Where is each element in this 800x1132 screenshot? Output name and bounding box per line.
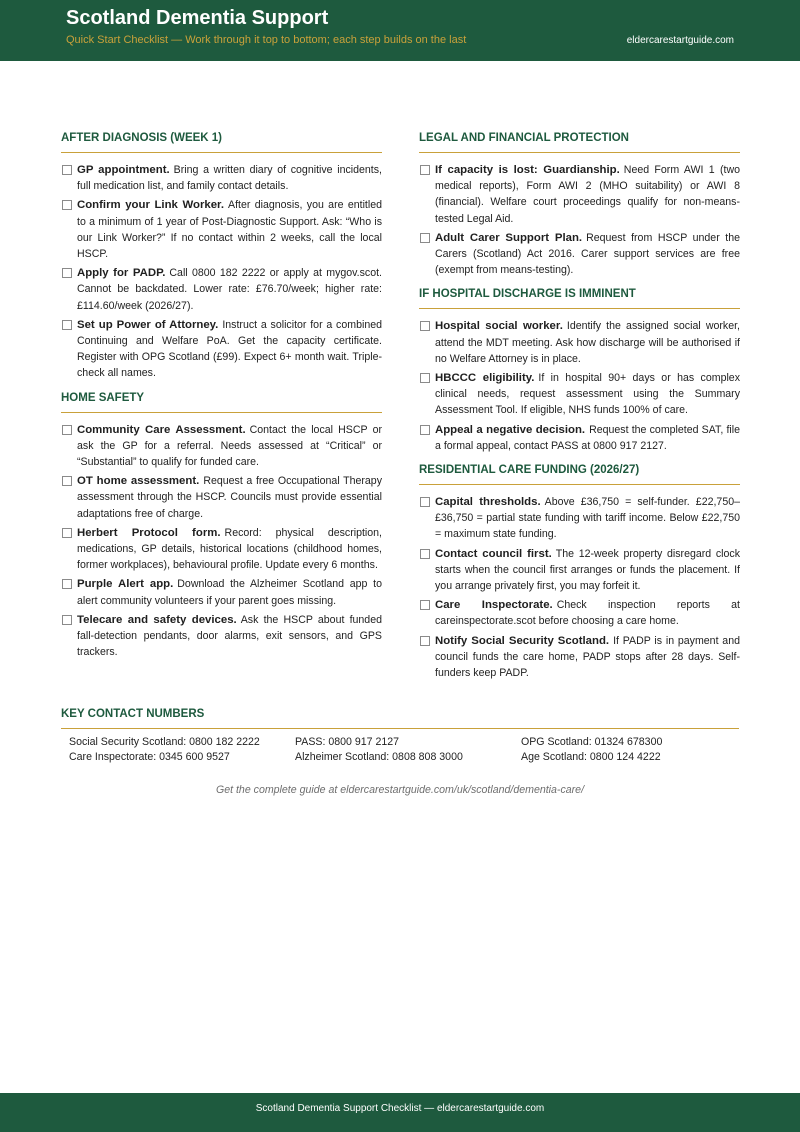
page-title: Scotland Dementia Support (66, 7, 329, 29)
item-text: Bring a written diary of cognitive incidents, full medication list, and family contact details. (77, 164, 382, 193)
item-heading: Contact council first. (435, 547, 552, 560)
guide-link[interactable]: Get the complete guide at eldercarestartguide.com/uk/scotland/dementia-care/ (215, 784, 585, 796)
checkbox[interactable] (62, 268, 72, 278)
item-text: Call 0800 182 2222 or apply at mygov.scot. Cannot be backdated. Lower rate: £76.70/week; higher rate: £114.60/week (2026/27). (77, 267, 382, 312)
item-text-block (435, 597, 740, 629)
checkbox[interactable] (420, 636, 430, 646)
contact-entry: Alzheimer Scotland: 0808 808 3000 (295, 751, 463, 763)
item-text-block (435, 230, 740, 279)
page-subtitle: Quick Start Checklist — Work through it top to bottom; each step builds on the last (66, 34, 467, 46)
item-heading: HBCCC eligibility. (435, 372, 535, 385)
right-column (419, 132, 740, 684)
item-text: Ask the HSCP about funded fall-detection pendants, door alarms, exit sensors, and GPS trackers. (77, 613, 382, 659)
item-heading: Purple Alert app. (77, 578, 174, 591)
item-text: Request a free Occupational Therapy assessment through the HSCP. Councils must provide essential adaptations free of charge. (77, 475, 382, 520)
item-text-block (435, 318, 740, 367)
item-heading: Confirm your Link Worker. (77, 199, 225, 212)
item-text-block (435, 162, 740, 227)
checkbox[interactable] (62, 528, 72, 538)
section-title: KEY CONTACT NUMBERS (61, 708, 739, 729)
item-text: Need Form AWI 1 (two medical reports), Form AWI 2 (MHO suitability) or AWI 8 (financial). Welfare court proceedings qualify for non-means-tested Legal Aid. (435, 164, 740, 225)
item-heading: Community Care Assessment. (77, 423, 246, 436)
contact-entry: Age Scotland: 0800 124 4222 (521, 751, 661, 763)
checkbox[interactable] (62, 476, 72, 486)
item-text-block (435, 546, 740, 595)
item-text: Identify the assigned social worker, attend the MDT meeting. Ask how discharge will be authorised if no Welfare Attorney is in place. (435, 320, 740, 365)
item-heading: Telecare and safety devices. (77, 613, 237, 626)
item-text-block (435, 422, 740, 454)
item-heading: Notify Social Security Scotland. (435, 634, 610, 647)
section-title: RESIDENTIAL CARE FUNDING (2026/27) (419, 464, 740, 485)
checkbox[interactable] (420, 497, 430, 507)
checklist-item (419, 494, 740, 543)
left-column (61, 132, 382, 663)
checkbox[interactable] (420, 321, 430, 331)
footer-text: Scotland Dementia Support Checklist — eldercarestartguide.com (255, 1103, 545, 1114)
item-text: After diagnosis, you are entitled to a minimum of 1 year of Post-Diagnostic Support. Ask: “Who is our Link Worker?” If no contact within 2 weeks, call the local HSCP. (77, 199, 382, 261)
checklist-item (61, 612, 382, 661)
item-text: Record: physical description, medications, GP details, historical locations (childhood homes, former workplaces), behavioural profile. Update every 6 months. (77, 526, 382, 572)
item-text-block (77, 422, 382, 471)
checklist-item (61, 525, 382, 574)
contact-entry: OPG Scotland: 01324 678300 (521, 736, 663, 748)
item-text: Download the Alzheimer Scotland app to alert community volunteers if your parent goes missing. (77, 578, 382, 607)
item-text-block (435, 370, 740, 419)
checkbox[interactable] (420, 425, 430, 435)
item-text-block (435, 494, 740, 543)
checkbox[interactable] (62, 425, 72, 435)
checklist-item (61, 422, 382, 471)
item-text-block (77, 525, 382, 574)
item-heading: Adult Carer Support Plan. (435, 231, 583, 244)
item-text-block (77, 612, 382, 661)
item-text: Request the completed SAT, file a formal appeal, contact PASS at 0800 917 2127. (435, 423, 740, 452)
item-text: If in hospital 90+ days or has complex clinical needs, request assessment using the Summary Assessment Tool. If eligible, NHS funds 100% of care. (435, 372, 741, 417)
checklist-item (61, 473, 382, 522)
checklist-item (419, 597, 740, 629)
item-text-block (77, 317, 382, 382)
item-text-block (435, 633, 740, 682)
header-site-link[interactable]: eldercarestartguide.com (626, 35, 734, 46)
checklist-item (61, 197, 382, 262)
item-heading: OT home assessment. (77, 475, 200, 488)
checkbox[interactable] (62, 615, 72, 625)
contact-entry: Care Inspectorate: 0345 600 9527 (69, 751, 230, 763)
checklist-item (61, 576, 382, 608)
section-title: AFTER DIAGNOSIS (WEEK 1) (61, 132, 382, 153)
checkbox[interactable] (62, 320, 72, 330)
item-heading: Hospital social worker. (435, 320, 563, 333)
section-title: HOME SAFETY (61, 392, 382, 413)
checkbox[interactable] (420, 233, 430, 243)
item-heading: Care Inspectorate. (435, 599, 553, 612)
section-title: LEGAL AND FINANCIAL PROTECTION (419, 132, 740, 153)
checkbox[interactable] (420, 549, 430, 559)
item-heading: If capacity is lost: Guardianship. (435, 164, 620, 176)
checklist-item (419, 422, 740, 454)
checklist-item (419, 370, 740, 419)
item-text: If PADP is in payment and council funds the care home, PADP stops after 28 days. Self-funders keep PADP. (435, 634, 740, 680)
checkbox[interactable] (62, 579, 72, 589)
key-contacts (61, 708, 739, 765)
page-footer (0, 1093, 800, 1132)
checklist-item (419, 162, 740, 227)
item-text-block (77, 576, 382, 608)
checkbox[interactable] (420, 165, 430, 175)
item-text: Check inspection reports at careinspectorate.scot before choosing a care home. (435, 599, 740, 628)
item-text-block (77, 197, 382, 262)
checkbox[interactable] (62, 165, 72, 175)
item-heading: Set up Power of Attorney. (77, 318, 219, 331)
item-text: Contact the local HSCP or ask the GP for a referral. Needs assessed at “Critical” or “Substantial” to qualify for funded care. (77, 423, 382, 469)
contact-entry: Social Security Scotland: 0800 182 2222 (69, 736, 260, 748)
page-header (0, 0, 800, 61)
checklist-item (61, 317, 382, 382)
item-text-block (77, 473, 382, 522)
checklist-item (61, 265, 382, 314)
item-heading: Herbert Protocol form. (77, 526, 221, 539)
item-heading: Capital thresholds. (435, 496, 541, 509)
checklist-item (419, 546, 740, 595)
contact-grid (61, 735, 739, 765)
checklist-item (419, 318, 740, 367)
checkbox[interactable] (420, 373, 430, 383)
item-heading: GP appointment. (77, 164, 170, 176)
checklist-item (419, 633, 740, 682)
checklist-item (61, 162, 382, 194)
item-text: The 12-week property disregard clock starts when the council first arranges or funds the placement. If you arrange privately first, you may forfeit it. (435, 547, 740, 593)
checkbox[interactable] (62, 200, 72, 210)
item-text-block (77, 265, 382, 314)
item-heading: Apply for PADP. (77, 267, 166, 280)
checkbox[interactable] (420, 600, 430, 610)
section-title: IF HOSPITAL DISCHARGE IS IMMINENT (419, 288, 740, 309)
item-heading: Appeal a negative decision. (435, 423, 586, 436)
contact-entry: PASS: 0800 917 2127 (295, 736, 400, 748)
item-text-block (77, 162, 382, 194)
item-text: Above £36,750 = self-funder. £22,750–£36,750 = partial state funding with tariff income. Below £22,750 = maximum state funding. (435, 496, 740, 541)
item-text: Request from HSCP under the Carers (Scotland) Act 2016. Carer support services are free (exempt from means-testing). (435, 231, 741, 277)
checklist-item (419, 230, 740, 279)
item-text: Instruct a solicitor for a combined Continuing and Welfare PoA. Get the capacity certificate. Register with OPG Scotland (£99). Expect 6+ month wait. Triple-check all names. (77, 318, 382, 380)
